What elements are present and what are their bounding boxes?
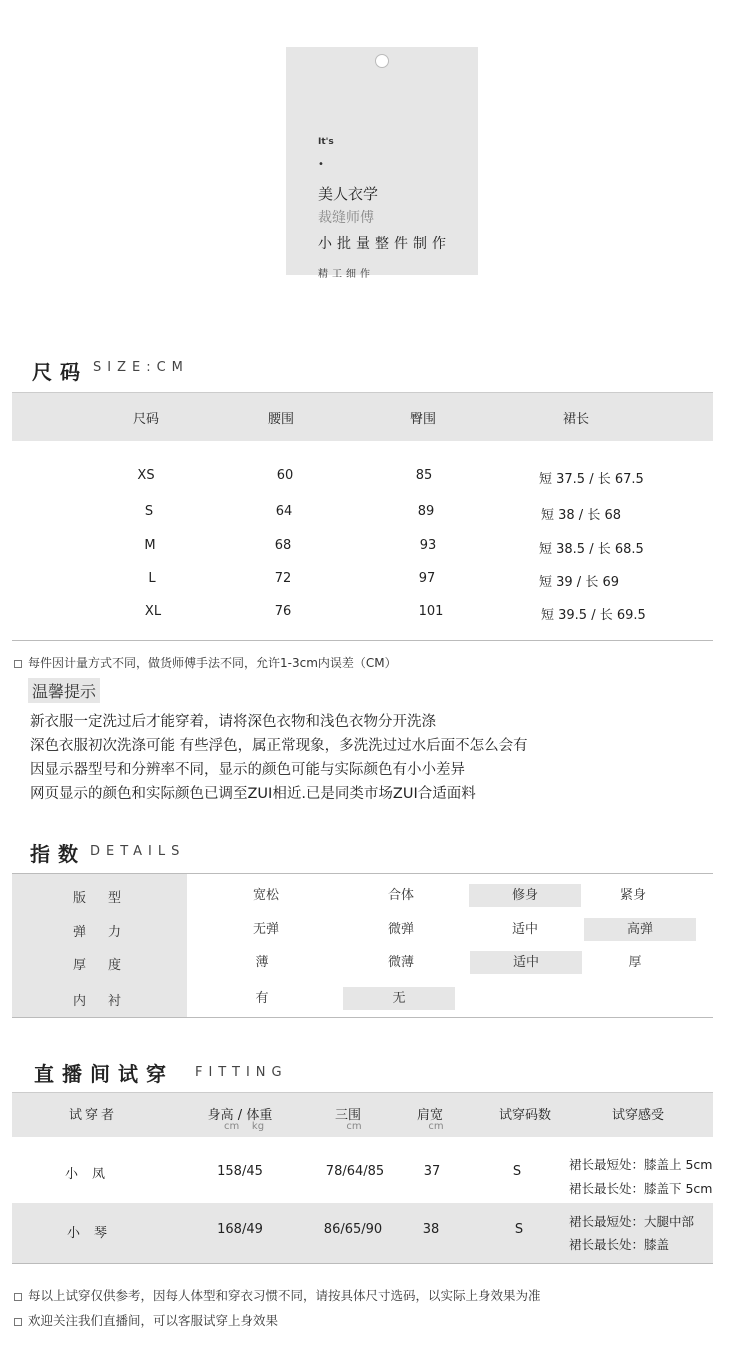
details-label-lining: 内衬	[73, 994, 144, 1009]
size-row-l-waist: 72	[274, 571, 292, 586]
size-row-s-waist: 64	[275, 504, 293, 519]
fitting-section-title: 直播间试穿	[34, 1062, 174, 1086]
details-lining-no-selected: 无	[343, 987, 455, 1010]
fitting-row2-name: 小琴	[66, 1226, 122, 1241]
fitting-row2-height-weight: 168/49	[217, 1222, 263, 1237]
fitting-row1-feel-1: 裙长最短处：膝盖上 5cm	[569, 1157, 713, 1172]
size-row-l-length: 短 39 / 长 69	[539, 575, 619, 590]
details-stretch-medium: 适中	[511, 922, 538, 937]
fitting-unit-shoulder: cm	[428, 1121, 444, 1132]
details-stretch-high-selected: 高弹	[584, 918, 696, 941]
size-header-waist: 腰围	[267, 412, 295, 427]
checkbox-square-icon	[14, 1293, 22, 1301]
size-row-xs-length: 短 37.5 / 长 67.5	[539, 472, 644, 487]
fitting-table-header	[12, 1092, 713, 1137]
details-cut-slim-selected: 修身	[469, 884, 581, 907]
size-section-title: 尺码	[32, 360, 88, 384]
size-note	[14, 654, 397, 671]
fitting-note-1-text: 每以上试穿仅供参考，因每人体型和穿衣习惯不同，请按具体尺寸选码，以实际上身效果为准	[28, 1288, 541, 1303]
fitting-note-2-text: 欢迎关注我们直播间，可以客服试穿上身效果	[28, 1313, 279, 1328]
fitting-header-measurements: 三围	[334, 1108, 362, 1123]
fitting-row2-shoulder: 38	[422, 1222, 440, 1237]
fitting-note-1	[14, 1286, 541, 1304]
details-thickness-thin: 薄	[255, 955, 269, 970]
tag-line-4: 精工细作	[318, 269, 374, 280]
brand-tag-card	[286, 47, 478, 280]
tip-line-4: 网页显示的颜色和实际颜色已调至ZUI相近.已是同类市场ZUI合适面料	[30, 786, 476, 802]
details-label-cut: 版型	[73, 891, 144, 906]
details-section-subtitle: DETAILS	[90, 844, 186, 859]
fitting-row1-height-weight: 158/45	[217, 1164, 263, 1179]
checkbox-square-icon	[14, 660, 22, 668]
fitting-header-name: 试穿者	[68, 1108, 118, 1123]
size-section-subtitle: SIZE:CM	[93, 360, 189, 375]
size-row-l-size: L	[148, 571, 156, 586]
size-row-s-size: S	[144, 504, 154, 519]
size-row-xl-hip: 101	[418, 604, 444, 619]
fitting-header-shoulder: 肩宽	[416, 1108, 444, 1123]
fitting-row2-feel-1: 裙长最短处：大腿中部	[569, 1214, 695, 1229]
fitting-note-2	[14, 1311, 278, 1329]
fitting-bottom-divider	[12, 1263, 713, 1264]
details-cut-tight: 紧身	[619, 888, 646, 903]
fitting-header-feel: 试穿感受	[611, 1108, 665, 1123]
size-header-size: 尺码	[132, 412, 160, 427]
fitting-header-size: 试穿码数	[498, 1108, 552, 1123]
size-row-xs-size: XS	[137, 468, 155, 483]
details-stretch-slight: 微弹	[387, 922, 414, 937]
size-row-xl-size: XL	[144, 604, 162, 619]
details-thickness-slightly-thin: 微薄	[387, 955, 414, 970]
size-row-m-length: 短 38.5 / 长 68.5	[539, 542, 644, 557]
size-header-hip: 臀围	[409, 412, 437, 427]
size-row-m-hip: 93	[419, 538, 437, 553]
size-row-xl-length: 短 39.5 / 长 69.5	[541, 608, 646, 623]
size-table-header	[12, 392, 713, 441]
fitting-row1-measurements: 78/64/85	[325, 1164, 385, 1179]
tag-line-3: 小批量整件制作	[318, 236, 451, 252]
size-row-xs-hip: 85	[415, 468, 433, 483]
tag-line-1: 美人衣学	[318, 185, 379, 203]
fitting-row1-size: S	[512, 1164, 522, 1179]
tips-label: 温馨提示	[28, 678, 100, 703]
details-thickness-thick: 厚	[628, 955, 642, 970]
size-row-s-length: 短 38 / 长 68	[541, 508, 621, 523]
fitting-row1-shoulder: 37	[423, 1164, 441, 1179]
fitting-row2-measurements: 86/65/90	[323, 1222, 383, 1237]
details-stretch-none: 无弹	[252, 922, 279, 937]
details-section-title: 指数	[30, 842, 86, 866]
fitting-section-subtitle: FITTING	[195, 1065, 288, 1080]
size-note-text: 每件因计量方式不同，做货师傅手法不同，允许1-3cm内误差（CM）	[28, 656, 397, 670]
details-lining-yes: 有	[255, 991, 269, 1006]
details-thickness-medium-selected: 适中	[470, 951, 582, 974]
tag-its: It's	[318, 137, 334, 147]
fitting-unit-measurements: cm	[346, 1121, 362, 1132]
size-row-m-waist: 68	[274, 538, 292, 553]
checkbox-square-icon	[14, 1318, 22, 1326]
fitting-row2-size: S	[514, 1222, 524, 1237]
size-row-m-size: M	[144, 538, 156, 553]
tip-line-2: 深色衣服初次洗涤可能 有些浮色，属正常现象，多洗洗过过水后面不怎么会有	[30, 738, 528, 754]
tag-line-2: 裁缝师傅	[318, 210, 374, 226]
details-cut-loose: 宽松	[252, 888, 279, 903]
details-label-stretch: 弹力	[73, 925, 144, 940]
fitting-row2-feel-2: 裙长最长处：膝盖	[569, 1237, 670, 1252]
fitting-unit-height-weight: cm kg	[223, 1121, 265, 1132]
size-row-l-hip: 97	[418, 571, 436, 586]
size-row-xs-waist: 60	[276, 468, 294, 483]
tag-dot: •	[318, 159, 324, 170]
details-cut-regular: 合体	[387, 888, 414, 903]
tip-line-3: 因显示器型号和分辨率不同，显示的颜色可能与实际颜色有小小差异	[30, 762, 465, 778]
fitting-row1-feel-2: 裙长最长处：膝盖下 5cm	[569, 1181, 713, 1196]
details-label-thickness: 厚度	[73, 958, 144, 973]
tip-line-1: 新衣服一定洗过后才能穿着，请将深色衣物和浅色衣物分开洗涤	[30, 714, 436, 730]
fitting-row1-name: 小凤	[64, 1167, 120, 1182]
details-bottom-divider	[12, 1017, 713, 1018]
fitting-header-height-weight: 身高 / 体重	[207, 1108, 273, 1123]
size-table-bottom-divider	[12, 640, 713, 641]
size-row-xl-waist: 76	[274, 604, 292, 619]
tag-hole-icon	[375, 54, 389, 68]
size-header-length: 裙长	[562, 412, 590, 427]
size-row-s-hip: 89	[417, 504, 435, 519]
